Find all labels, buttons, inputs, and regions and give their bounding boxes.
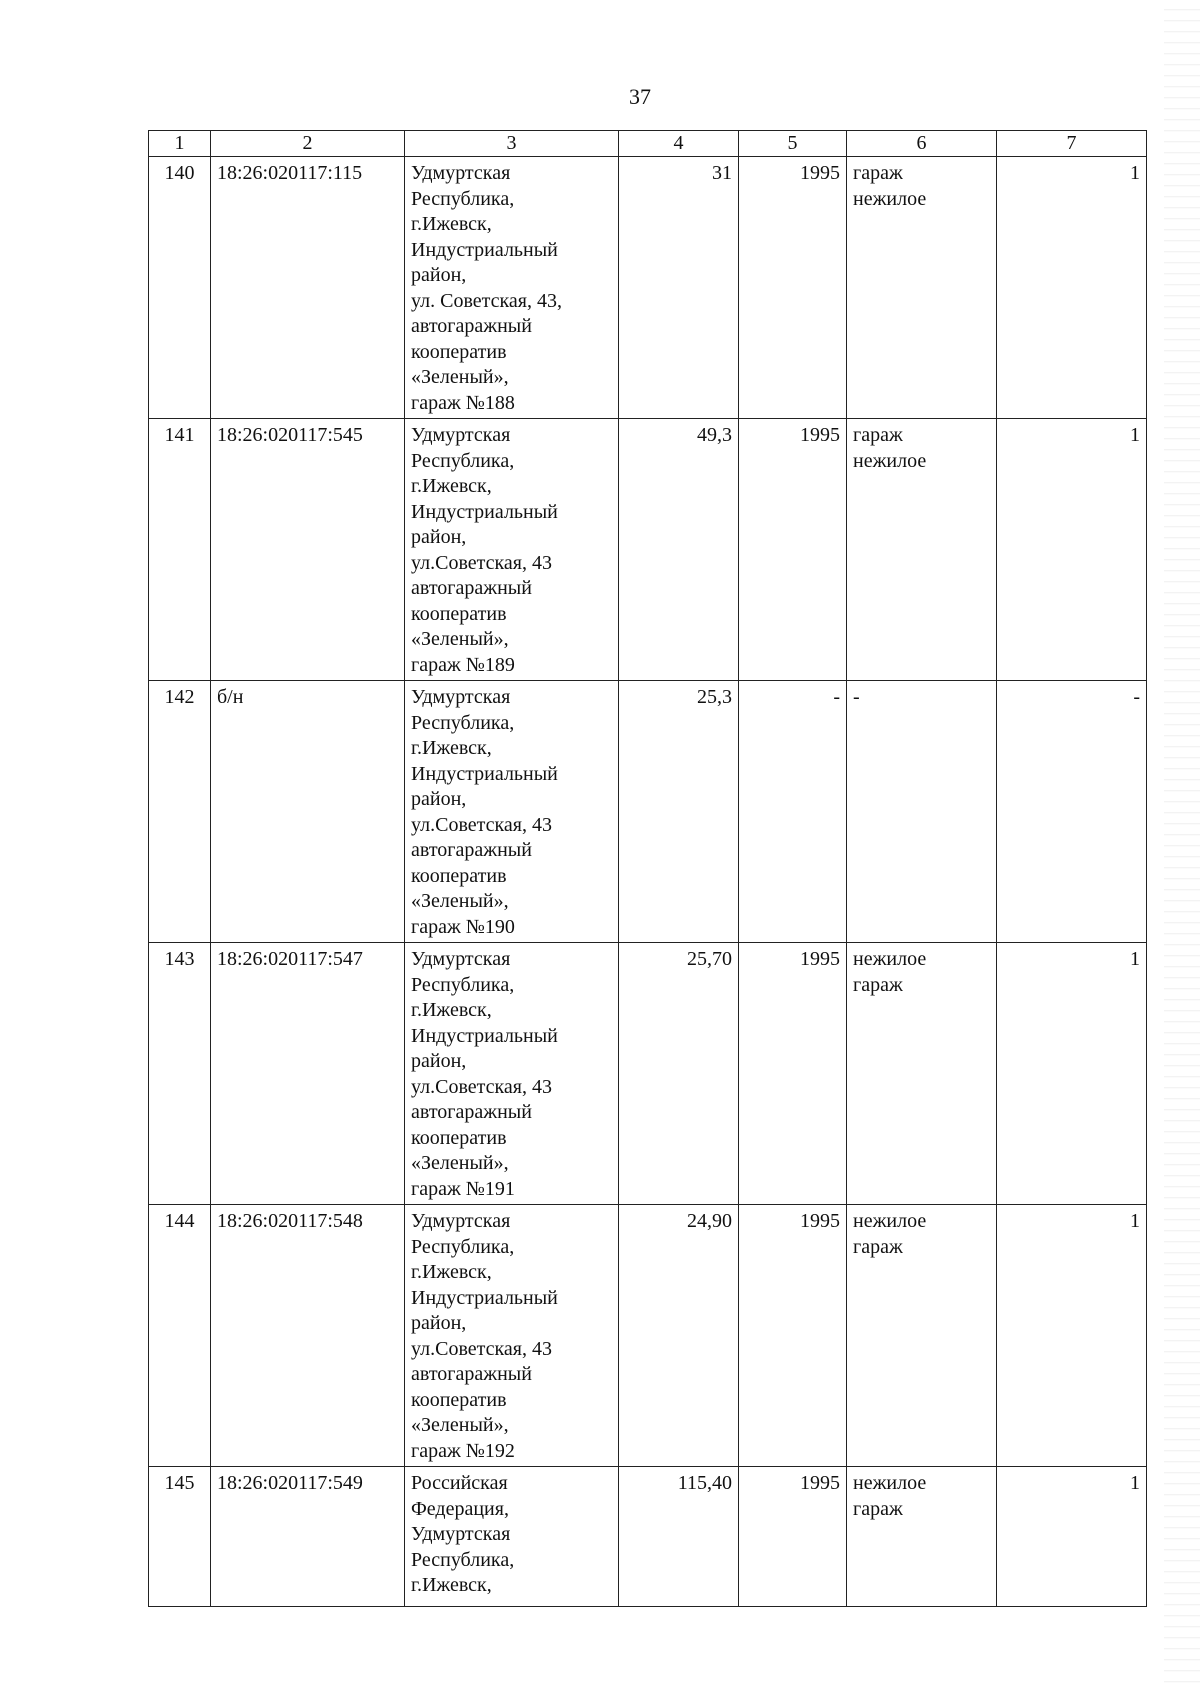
address-cell: Удмуртская Республика, г.Ижевск, Индустриальный район, ул.Советская, 43 автогаражный кооператив «Зеленый», гараж №190 [405,681,619,943]
year-cell: - [739,681,847,943]
quantity-cell: 1 [997,1467,1147,1607]
quantity-cell: - [997,681,1147,943]
object-type-cell: - [847,681,997,943]
quantity-cell: 1 [997,419,1147,681]
row-number-cell: 142 [149,681,211,943]
column-header: 4 [619,131,739,157]
page-number: 37 [629,84,651,109]
area-cell: 24,90 [619,1205,739,1467]
address-cell: Российская Федерация, Удмуртская Республика, г.Ижевск, [405,1467,619,1607]
row-number-cell: 141 [149,419,211,681]
row-number-cell: 143 [149,943,211,1205]
address-cell: Удмуртская Республика, г.Ижевск, Индустриальный район, ул. Советская, 43, автогаражный кооператив «Зеленый», гараж №188 [405,157,619,419]
area-cell: 25,3 [619,681,739,943]
quantity-cell: 1 [997,1205,1147,1467]
object-type-cell: нежилое гараж [847,1467,997,1607]
year-cell: 1995 [739,419,847,681]
cadastral-number-cell: 18:26:020117:115 [211,157,405,419]
column-header: 7 [997,131,1147,157]
table-row [149,681,1147,943]
cadastral-number-cell: 18:26:020117:549 [211,1467,405,1607]
area-cell: 25,70 [619,943,739,1205]
cadastral-number-cell: б/н [211,681,405,943]
object-type-cell: нежилое гараж [847,943,997,1205]
column-header: 5 [739,131,847,157]
cadastral-number-cell: 18:26:020117:548 [211,1205,405,1467]
quantity-cell: 1 [997,157,1147,419]
column-header: 6 [847,131,997,157]
table-row [149,943,1147,1205]
year-cell: 1995 [739,1205,847,1467]
year-cell: 1995 [739,157,847,419]
property-registry-table [148,130,1147,1607]
table-row [149,157,1147,419]
year-cell: 1995 [739,943,847,1205]
table-row [149,419,1147,681]
scan-edge-shadow [1164,0,1200,1686]
row-number-cell: 145 [149,1467,211,1607]
table-row [149,1205,1147,1467]
address-cell: Удмуртская Республика, г.Ижевск, Индустриальный район, ул.Советская, 43 автогаражный кооператив «Зеленый», гараж №191 [405,943,619,1205]
object-type-cell: гараж нежилое [847,419,997,681]
column-number-header-row [149,131,1147,157]
cadastral-number-cell: 18:26:020117:547 [211,943,405,1205]
row-number-cell: 140 [149,157,211,419]
area-cell: 49,3 [619,419,739,681]
quantity-cell: 1 [997,943,1147,1205]
address-cell: Удмуртская Республика, г.Ижевск, Индустриальный район, ул.Советская, 43 автогаражный кооператив «Зеленый», гараж №189 [405,419,619,681]
column-header: 2 [211,131,405,157]
area-cell: 31 [619,157,739,419]
object-type-cell: гараж нежилое [847,157,997,419]
column-header: 3 [405,131,619,157]
area-cell: 115,40 [619,1467,739,1607]
row-number-cell: 144 [149,1205,211,1467]
object-type-cell: нежилое гараж [847,1205,997,1467]
table-row [149,1467,1147,1607]
column-header: 1 [149,131,211,157]
cadastral-number-cell: 18:26:020117:545 [211,419,405,681]
address-cell: Удмуртская Республика, г.Ижевск, Индустриальный район, ул.Советская, 43 автогаражный кооператив «Зеленый», гараж №192 [405,1205,619,1467]
year-cell: 1995 [739,1467,847,1607]
